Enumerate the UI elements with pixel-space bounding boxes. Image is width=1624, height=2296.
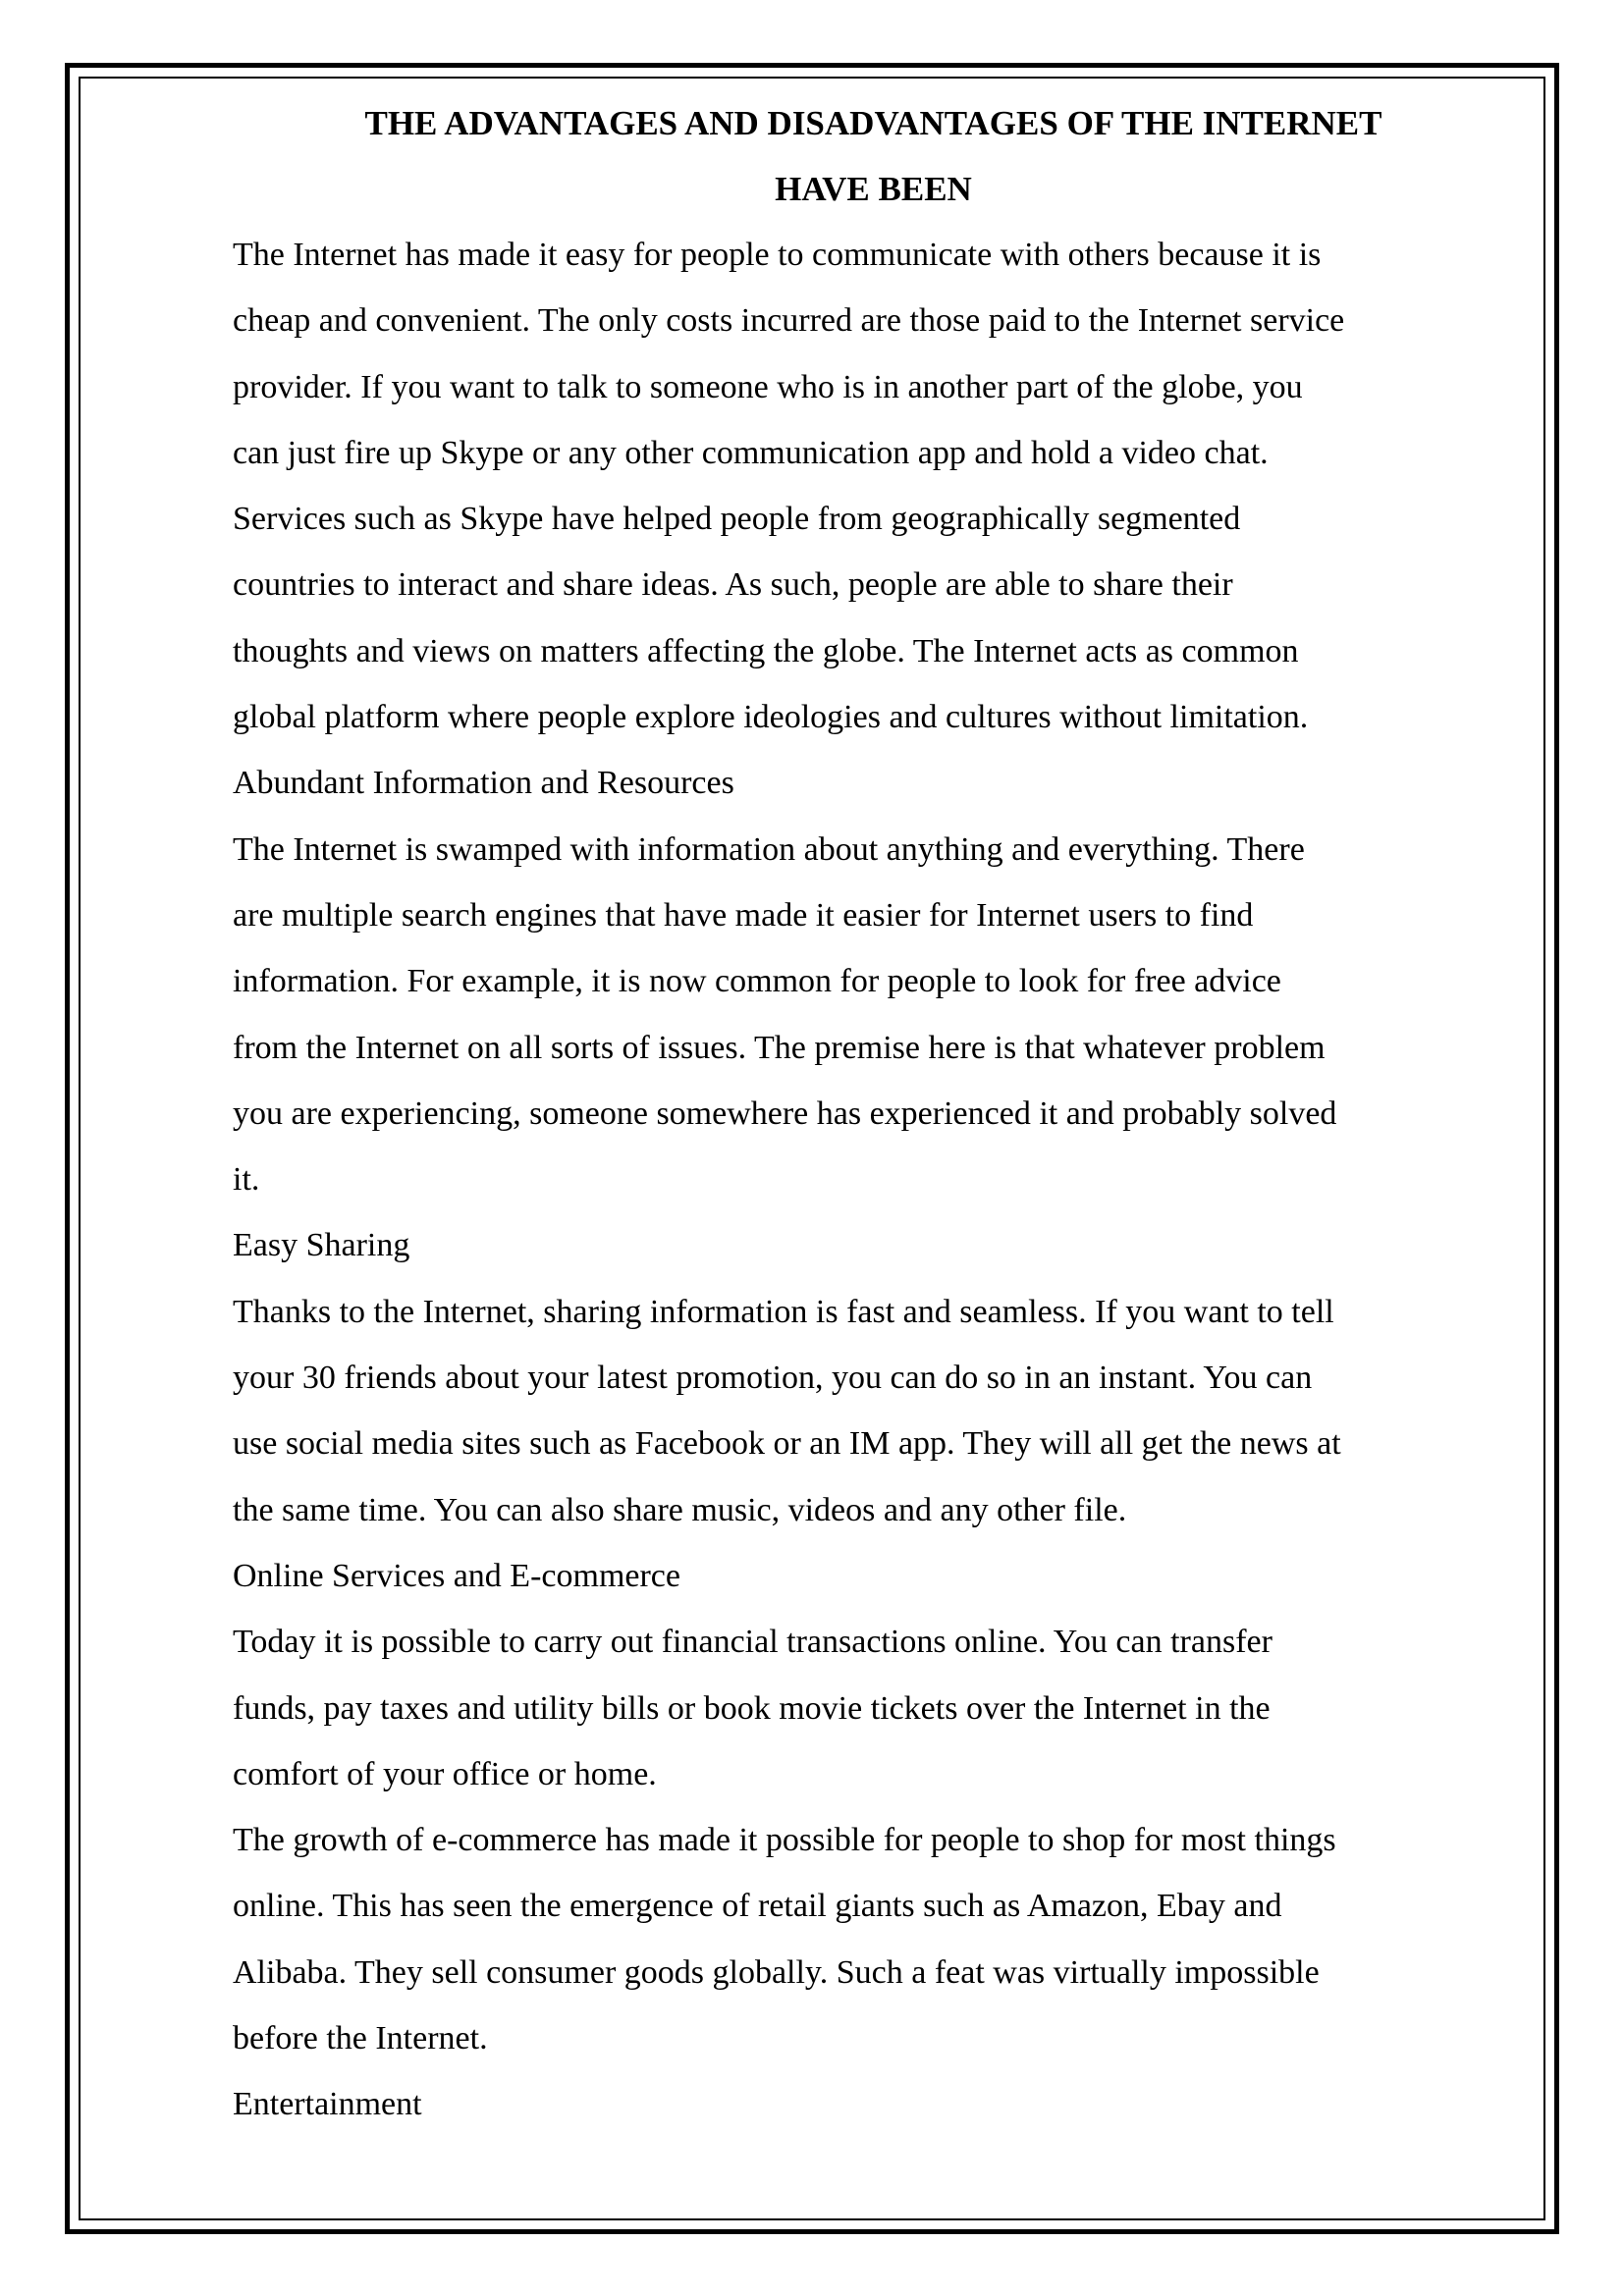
text-line: are multiple search engines that have made it easier for Internet users to find [233,896,1254,934]
text-line: comfort of your office or home. [233,1755,657,1792]
text-line: Thanks to the Internet, sharing information is fast and seamless. If you want to tell [233,1293,1334,1330]
text-line: Services such as Skype have helped people from geographically segmented [233,501,1241,538]
text-line: Alibaba. They sell consumer goods globally. Such a feat was virtually impossible [233,1953,1320,1991]
text-line: funds, pay taxes and utility bills or book movie tickets over the Internet in the [233,1689,1271,1727]
document-title [233,90,1514,222]
text-line: provider. If you want to talk to someone who is in another part of the globe, you [233,368,1303,405]
text-line: use social media sites such as Facebook or an IM app. They will all get the news at [233,1425,1341,1463]
text-line: The Internet is swamped with information about anything and everything. There [233,830,1305,868]
section-heading-online-services: Online Services and E-commerce [233,1557,680,1594]
section-heading-entertainment: Entertainment [233,2086,422,2123]
text-line: information. For example, it is now common for people to look for free advice [233,963,1281,1000]
document-body [233,90,1514,2138]
text-line: thoughts and views on matters affecting the globe. The Internet acts as common [233,632,1299,669]
text-line: online. This has seen the emergence of retail giants such as Amazon, Ebay and [233,1888,1282,1925]
text-line: Today it is possible to carry out financial transactions online. You can transfer [233,1624,1272,1661]
text-line: The Internet has made it easy for people to communicate with others because it is [233,237,1322,273]
text-line: countries to interact and share ideas. As such, people are able to share their [233,566,1233,604]
section-heading-abundant-information: Abundant Information and Resources [233,765,734,802]
text-line: The growth of e-commerce has made it possible for people to shop for most things [233,1822,1336,1859]
text-line: your 30 friends about your latest promotion, you can do so in an instant. You can [233,1360,1313,1397]
text-line: global platform where people explore ideologies and cultures without limitation. [233,699,1309,736]
text-line: the same time. You can also share music, videos and any other file. [233,1491,1127,1528]
title-line-1: THE ADVANTAGES AND DISADVANTAGES OF THE INTERNET [364,104,1382,142]
text-line: you are experiencing, someone somewhere has experienced it and probably solved [233,1095,1337,1132]
text-line: can just fire up Skype or any other communication app and hold a video chat. [233,434,1269,471]
title-line-2: HAVE BEEN [775,170,972,208]
text-line: from the Internet on all sorts of issues. The premise here is that whatever problem [233,1029,1326,1066]
text-line: cheap and convenient. The only costs incurred are those paid to the Internet service [233,302,1345,340]
text-line: it. [233,1161,260,1199]
text-line: before the Internet. [233,2020,488,2057]
section-heading-easy-sharing: Easy Sharing [233,1227,410,1264]
